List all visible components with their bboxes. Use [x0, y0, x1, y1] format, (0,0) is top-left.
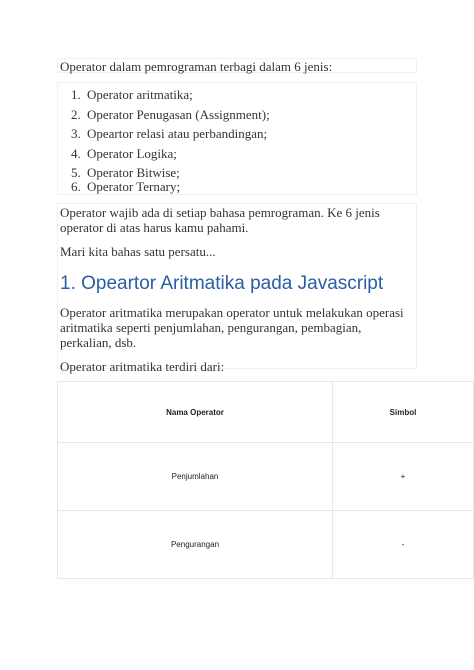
cell-operator-name: Penjumlahan [58, 443, 333, 511]
operator-types-list [57, 82, 417, 195]
list-number: 1. [71, 87, 81, 102]
paragraph-3-line-3: perkalian, dsb. [60, 335, 137, 350]
section-heading: 1. Opeartor Aritmatika pada Javascript [60, 273, 384, 294]
list-text: Operator Logika; [87, 145, 177, 161]
table-row [58, 511, 474, 579]
operator-table [57, 381, 474, 579]
list-number: 2. [71, 106, 81, 122]
intro-text: Operator dalam pemrograman terbagi dalam 6 jenis: [60, 59, 333, 74]
cell-symbol: + [333, 443, 474, 511]
list-text: Operator Ternary; [87, 179, 181, 194]
paragraph-1-line-2: operator di atas harus kamu pahami. [60, 220, 249, 235]
list-number: 4. [71, 145, 81, 161]
list-item [71, 179, 180, 195]
list-item [71, 146, 177, 162]
cell-symbol: - [333, 511, 474, 579]
cell-operator-name: Pengurangan [58, 511, 333, 579]
paragraph-3-line-2: aritmatika seperti penjumlahan, pengurangan, pembagian, [60, 320, 362, 335]
header-symbol: Simbol [333, 382, 474, 443]
list-item [71, 87, 193, 103]
content-block [57, 203, 417, 374]
list-item [71, 107, 270, 123]
list-text: Operator Bitwise; [87, 165, 180, 180]
table-row [58, 443, 474, 511]
paragraph-4: Operator aritmatika terdiri dari: [60, 359, 225, 374]
list-text: Operator aritmatika; [87, 87, 193, 102]
list-number: 5. [71, 165, 81, 180]
paragraph-2: Mari kita bahas satu persatu... [60, 244, 216, 259]
list-text: Operator Penugasan (Assignment); [87, 106, 270, 122]
paragraph-3-line-1: Operator aritmatika merupakan operator untuk melakukan operasi [60, 305, 404, 320]
list-text: Opeartor relasi atau perbandingan; [87, 126, 268, 141]
paragraph-1-line-1: Operator wajib ada di setiap bahasa pemrograman. Ke 6 jenis [60, 205, 380, 220]
header-operator-name: Nama Operator [58, 382, 333, 443]
list-item [71, 126, 267, 142]
list-number: 6. [71, 179, 81, 194]
table-header-row [58, 382, 474, 443]
list-number: 3. [71, 126, 81, 141]
intro-block [57, 58, 417, 73]
